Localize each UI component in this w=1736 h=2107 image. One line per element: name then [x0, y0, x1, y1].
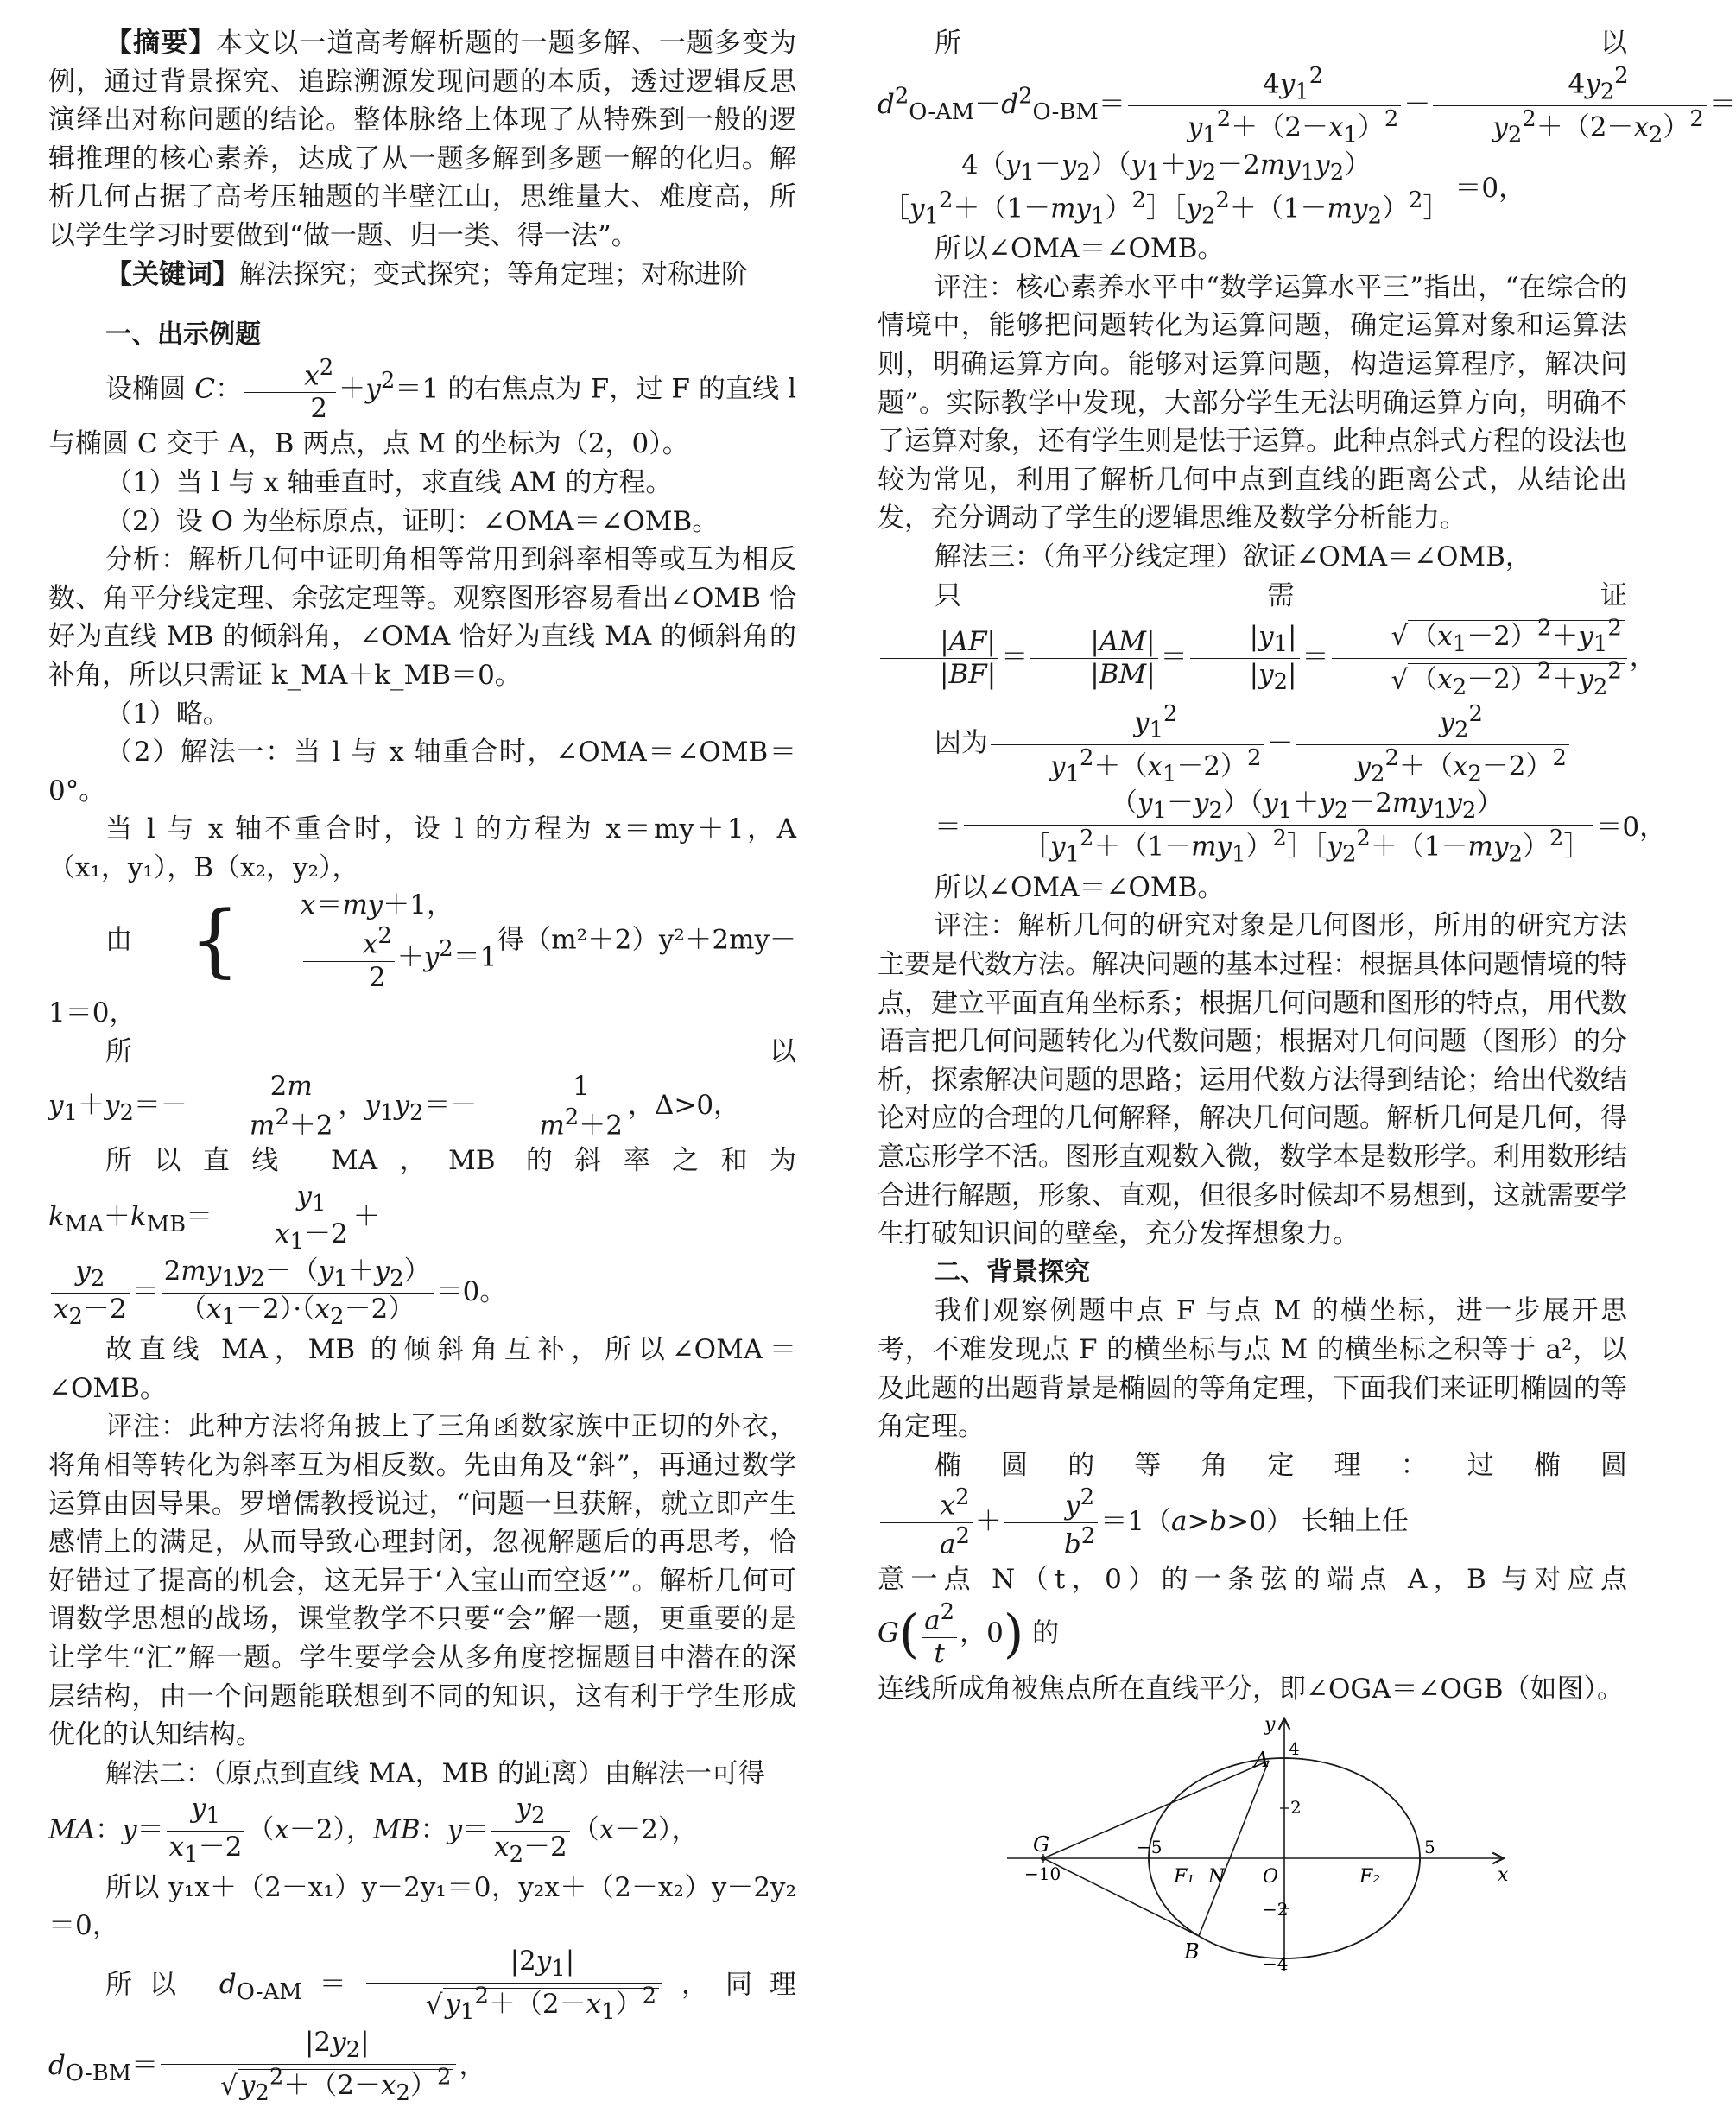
- method-3-result: ＝ $\frac{(y_1-y_2)(y_1+y_2-2my_1y_2)}{[y_1^2+(1-my_1)^2][y_2^2+(1-my_2)^2]}$ ＝0，: [935, 788, 1667, 868]
- method-2-general-form: 所以 y₁x＋（2－x₁）y－2y₁＝0，y₂x＋（2－x₂）y－2y₂＝0，: [48, 1871, 796, 1942]
- tick-x-neg5: −5: [1137, 1837, 1163, 1858]
- tick-x-neg10: −10: [1024, 1863, 1061, 1885]
- section-title-1: 一、出示例题: [105, 320, 261, 351]
- method-1-intro: （2）解法一：当 l 与 x 轴重合时，∠OMA＝∠OMB＝0°。: [48, 737, 796, 807]
- label-point-O: O: [1263, 1866, 1279, 1889]
- method-2-distances: 所以 $d_{O-AM}=$ $\frac{|2y_1|}{√y_1^2+(2-x_1)^2}$ ，同理$d_{O-BM}=$ $\frac{|2y_2|}{√y_2^2+(2-x_2)^2}$ ，: [48, 1945, 797, 2107]
- left-column: [48, 24, 796, 2107]
- method-1-system: 由 { x＝my＋1， $\frac{x^2}{2}$ $+y^2=1$ 得（m²＋2）y²＋2my－1＝0，: [48, 889, 797, 1029]
- label-point-B: B: [1184, 1939, 1200, 1965]
- label-point-F2: F₂: [1359, 1866, 1381, 1889]
- tick-y-2: 2: [1290, 1797, 1302, 1819]
- method-1-conclusion: 故直线 MA，MB 的倾斜角互补，所以∠OMA＝∠OMB。: [48, 1334, 796, 1404]
- method-3-intro: 解法三：（角平分线定理）欲证∠OMA＝∠OMB，: [935, 541, 1532, 573]
- tick-y-neg2: −2: [1263, 1899, 1289, 1920]
- question-2: （2）设 O 为坐标原点，证明：∠OMA＝∠OMB。: [105, 505, 719, 537]
- label-y-axis: y: [1264, 1714, 1276, 1737]
- section-title-2: 二、背景探究: [935, 1256, 1090, 1288]
- right-column: [878, 24, 1736, 1985]
- tick-y-neg4: −4: [1263, 1953, 1289, 1975]
- theorem-statement-2: 意一点 N（t，0）的一条弦的端点 A，B 与对应点 G( $\frac{a^2}{t}$ ，0) 的: [878, 1564, 1627, 1669]
- method-2-difference-result: $\frac{4(y_1-y_2)(y_1+y_2-2my_1y_2)}{[y_1^2+(1-my_1)^2][y_2^2+(1-my_2)^2]}$ ＝0，: [878, 149, 1627, 231]
- method-2-lines-eq: MA：y＝ $\frac{y_1}{x_1-2}$ （x－2），MB：y＝ $\frac{y_2}{x_2-2}$ （x－2），: [48, 1793, 699, 1868]
- method-3-conclusion: 所以∠OMA＝∠OMB。: [935, 871, 1225, 903]
- method-1-slope-sum: 所以直线 MA，MB 的斜率之和为 $k_{MA}+k_{MB}=$ $\frac{y_1}{x_1-2}$ ＋: [48, 1145, 796, 1255]
- theorem-statement-1: 椭圆的等角定理：过椭圆 $\frac{x^2}{a^2}$ ＋ $\frac{y^2}{b^2}$ ＝1（a>b>0） 长轴上任: [878, 1446, 1627, 1561]
- method-3-ratio: 只需证 $\frac{|AF|}{|BF|}$ ＝ $\frac{|AM|}{|BM|}$ ＝ $\frac{|y_1|}{|y_2|}$ ＝ $\frac{√(x_1-2)^2+y_1^2}{√(x_2-2)^2+y_2^2}$ ，: [878, 577, 1627, 702]
- label-point-N: N: [1208, 1866, 1226, 1889]
- problem-stem: 设椭圆 C： $\frac{x^2}{2}$ $+y^2=1$ 的右焦点为 F，过 F 的直线 l 与椭圆 C 交于 A，B 两点，点 M 的坐标为（2，0）。: [48, 354, 797, 460]
- background-paragraph: 我们观察例题中点 F 与点 M 的横坐标，进一步展开思考，不难发现点 F 的横坐标与点 M 的横坐标之积等于 a²，以及此题的出题背景是椭圆的等角定理，下面我们来证明椭圆的等角定理。: [878, 1295, 1627, 1443]
- abstract-paragraph: [48, 24, 796, 256]
- theorem-statement-3: 连线所成角被焦点所在直线平分，即∠OGA＝∠OGB（如图）。: [878, 1673, 1624, 1705]
- tick-y-4: 4: [1289, 1738, 1300, 1760]
- method-1-vieta: 所以 $y_1+y_2=-$ $\frac{2m}{m^2+2}$ ，$y_1y_2=-$ $\frac{1}{m^2+2}$ ，Δ>0，: [48, 1035, 796, 1141]
- keywords-label: 【关键词】: [105, 258, 239, 290]
- ellipse-figure: [878, 1715, 1627, 1985]
- keywords-paragraph: [48, 256, 796, 294]
- method-1-setup: 当 l 与 x 轴不重合时，设 l 的方程为 x＝my＋1，A（x₁，y₁），B（x₂，y₂），: [48, 813, 796, 883]
- method-2-intro: 解法二：（原点到直线 MA，MB 的距离）由解法一可得: [105, 1757, 765, 1789]
- abstract-label: 【摘要】: [105, 28, 217, 59]
- question-1: （1）当 l 与 x 轴垂直时，求直线 AM 的方程。: [105, 467, 673, 499]
- ellipse-diagram: [998, 1715, 1517, 1974]
- abstract-text: 本文以一道高考解析题的一题多解、一题多变为例，通过背景探究、追踪溯源发现问题的本质，透过逻辑反思演绎出对称问题的结论。整体脉络上体现了从特殊到一般的逻辑推理的核心素养，达成了从一题多解到多题一解的化归。解析几何占据了高考压轴题的半壁江山，思维量大、难度高，所以学生学习时要做到“做一题、归一类、得一法”。: [48, 28, 797, 251]
- method-2-difference: 所以 $d^2_{O-AM}-d^2_{O-BM}=$ $\frac{4y_1^2}{y_1^2+(2-x_1)^2}$ － $\frac{4y_2^2}{y_2^2+(2-x_2)^2}$ ＝: [878, 28, 1736, 149]
- method-1-slope-result: $\frac{y_2}{x_2-2}$ ＝ $\frac{2my_1y_2-(y_1+y_2)}{(x_1-2)\cdot(x_2-2)}$ ＝0。: [48, 1256, 796, 1331]
- label-point-F1: F₁: [1174, 1866, 1195, 1889]
- comment-2: 评注：核心素养水平中“数学运算水平三”指出，“在综合的情境中，能够把问题转化为运算问题，确定运算对象和运算法则，明确运算方向。能够对运算问题，构造运算程序，解决问题”。实际教学中发现，大部分学生无法明确运算方向，明确不了运算对象，还有学生则是怯于运算。此种点斜式方程的设法也较为常见，利用了解析几何中点到直线的距离公式，从结论出发，充分调动了学生的逻辑思维及数学分析能力。: [878, 271, 1627, 535]
- label-point-A: A: [1254, 1748, 1270, 1773]
- answer-1: （1）略。: [105, 698, 230, 730]
- method-3-because: 因为 $\frac{y_1^2}{y_1^2+(x_1-2)^2}$ － $\frac{y_2^2}{y_2^2+(x_2-2)^2}$: [878, 701, 1627, 788]
- keywords-text: 解法探究；变式探究；等角定理；对称进阶: [239, 258, 748, 290]
- label-x-axis: x: [1498, 1864, 1509, 1887]
- comment-3: 评注：解析几何的研究对象是几何图形，所用的研究方法主要是代数方法。解决问题的基本过程：根据具体问题情境的特点，建立平面直角坐标系；根据几何问题和图形的特点，用代数语言把几何问题转化为代数问题；根据对几何问题（图形）的分析，探索解决问题的思路；运用代数方法得到结论；给出代数结论对应的合理的几何解释，解决几何问题。解析几何是几何，得意忘形学不活。图形直观数入微，数学本是数形学。利用数形结合进行解题，形象、直观，但很多时候却不易想到，这就需要学生打破知识间的壁垒，充分发挥想象力。: [878, 910, 1627, 1250]
- comment-1: 评注：此种方法将角披上了三角函数家族中正切的外衣，将角相等转化为斜率互为相反数。先由角及“斜”，再通过数学运算由因导果。罗增儒教授说过，“问题一旦获解，就立即产生感情上的满足，从而导致心理封闭，忽视解题后的再思考，恰好错过了提高的机会，这无异于‘入宝山而空返’”。解析几何可谓数学思想的战场，课堂教学不只要“会”解一题，更重要的是让学生“汇”解一题。学生要学会从多角度挖掘题目中潜在的深层结构，由一个问题能联想到不同的知识，这有利于学生形成优化的认知结构。: [48, 1411, 796, 1751]
- analysis-paragraph: 分析：解析几何中证明角相等常用到斜率相等或互为相反数、角平分线定理、余弦定理等。观察图形容易看出∠OMB 恰好为直线 MB 的倾斜角，∠OMA 恰好为直线 MA 的倾斜角的补角，所以只需证 k_MA＋k_MB＝0。: [48, 544, 796, 692]
- tick-x-5: 5: [1424, 1837, 1435, 1858]
- label-point-G: G: [1033, 1832, 1050, 1857]
- method-2-conclusion: 所以∠OMA＝∠OMB。: [935, 233, 1225, 265]
